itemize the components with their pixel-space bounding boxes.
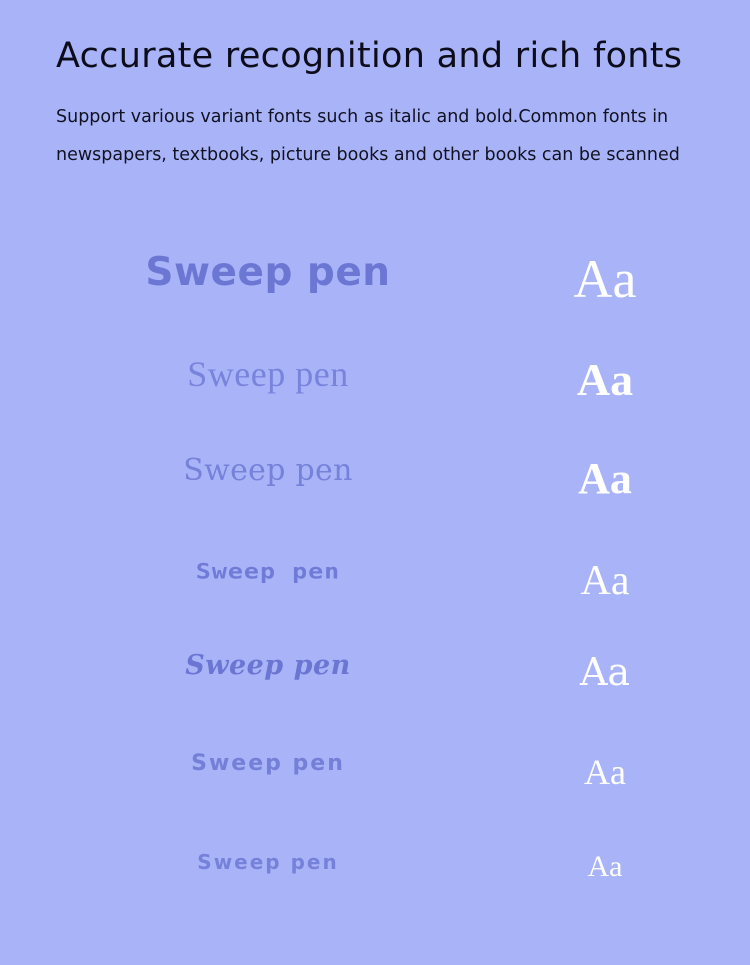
font-glyph-4: Aa: [580, 558, 630, 604]
font-glyph-2: Aa: [576, 354, 634, 405]
font-sample-serif: Sweep pen: [187, 354, 349, 394]
font-sample-serif-alt: Sweep pen: [183, 453, 353, 488]
font-sample-square: Sweep pen: [195, 559, 341, 584]
font-glyph-5: Aa: [579, 650, 631, 694]
font-glyph-1: Aa: [573, 249, 637, 309]
page-title: Accurate recognition and rich fonts: [56, 36, 683, 76]
font-glyph-6: Aa: [584, 752, 626, 792]
font-sample-script-italic: Sweep pen: [185, 650, 351, 681]
font-sample-small-sans: Sweep pen: [197, 850, 339, 874]
font-sample-bold-sans: Sweep pen: [145, 250, 391, 295]
page-description: Support various variant fonts such as italic and bold.Common fonts in newspapers, textbooks, picture books and other books can be scanned: [56, 107, 680, 165]
font-glyph-3: Aa: [578, 454, 632, 503]
font-sample-wide-sans: Sweep pen: [191, 751, 345, 776]
font-glyph-7: Aa: [587, 850, 623, 883]
